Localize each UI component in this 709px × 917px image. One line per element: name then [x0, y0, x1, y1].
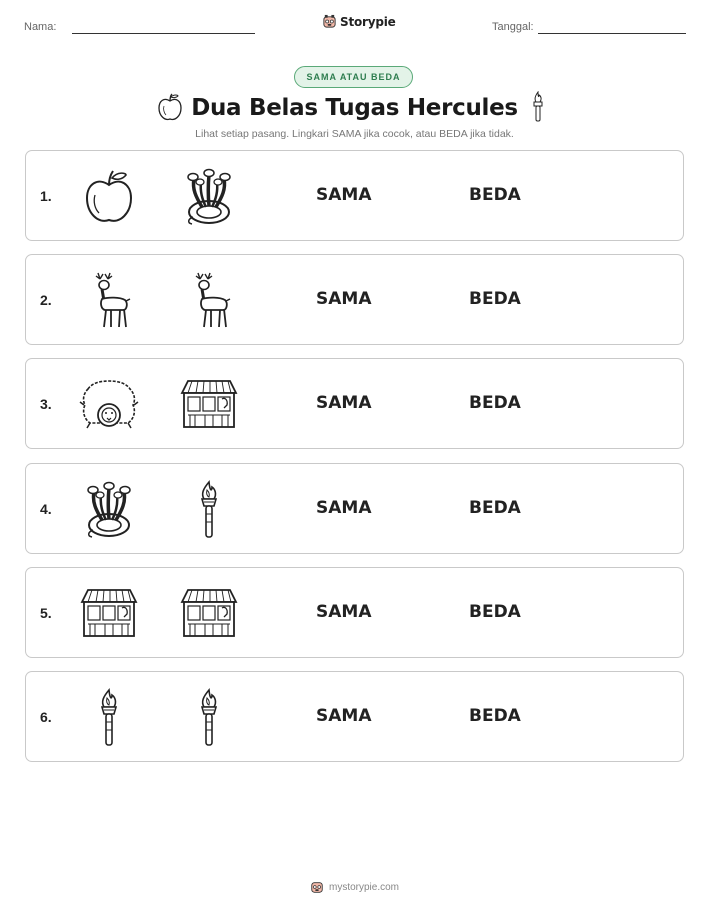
pair-row: [25, 254, 684, 345]
lion-pelt-icon: [78, 375, 140, 435]
pair-row: [25, 671, 684, 762]
hydra-icon: [78, 480, 140, 540]
row-number: 2.: [40, 292, 52, 309]
same-option[interactable]: SAMA: [316, 497, 372, 518]
different-option[interactable]: BEDA: [469, 289, 521, 310]
different-option[interactable]: BEDA: [469, 393, 521, 414]
date-label: Tanggal:: [492, 21, 534, 33]
deer-icon: [78, 271, 140, 331]
page-title: Dua Belas Tugas Hercules: [191, 95, 518, 121]
pair-row: [25, 463, 684, 554]
row-number: 6.: [40, 709, 52, 725]
same-option[interactable]: SAMA: [316, 289, 372, 310]
torch-icon: [78, 688, 140, 748]
instructions: Lihat setiap pasang. Lingkari SAMA jika cocok, atau BEDA jika tidak.: [195, 128, 514, 140]
same-option[interactable]: SAMA: [316, 185, 372, 205]
stable-icon: [178, 375, 240, 435]
row-number: 3.: [40, 396, 52, 413]
hydra-icon: [178, 167, 240, 227]
activity-badge: SAMA ATAU BEDA: [294, 66, 413, 88]
row-number: 5.: [40, 604, 52, 621]
storypie-logo: [322, 14, 396, 29]
row-number: 1.: [40, 188, 52, 204]
same-option[interactable]: SAMA: [316, 706, 372, 726]
stable-icon: [178, 584, 240, 644]
title-container: [0, 92, 709, 124]
same-option[interactable]: SAMA: [316, 601, 372, 622]
storypie-mascot-icon: [310, 880, 324, 894]
different-option[interactable]: BEDA: [469, 706, 521, 726]
footer-url[interactable]: mystorypie.com: [328, 881, 399, 893]
logo-text: Storypie: [340, 14, 396, 29]
torch-icon: [530, 91, 546, 123]
name-field-line[interactable]: [72, 33, 255, 34]
storypie-mascot-icon: [322, 14, 337, 29]
row-number: 4.: [40, 500, 52, 517]
torch-icon: [178, 688, 240, 748]
pair-row: [25, 358, 684, 449]
stable-icon: [78, 584, 140, 644]
different-option[interactable]: BEDA: [469, 601, 521, 622]
apple-icon: [78, 167, 140, 227]
date-field-line[interactable]: [538, 33, 686, 34]
worksheet-header: [0, 14, 709, 40]
name-label: Nama:: [24, 21, 57, 33]
footer: [0, 880, 709, 897]
different-option[interactable]: BEDA: [469, 185, 521, 205]
deer-icon: [178, 271, 240, 331]
pair-row: [25, 567, 684, 658]
torch-icon: [178, 480, 240, 540]
pair-row: [25, 150, 684, 241]
same-option[interactable]: SAMA: [316, 393, 372, 414]
different-option[interactable]: BEDA: [469, 497, 521, 518]
